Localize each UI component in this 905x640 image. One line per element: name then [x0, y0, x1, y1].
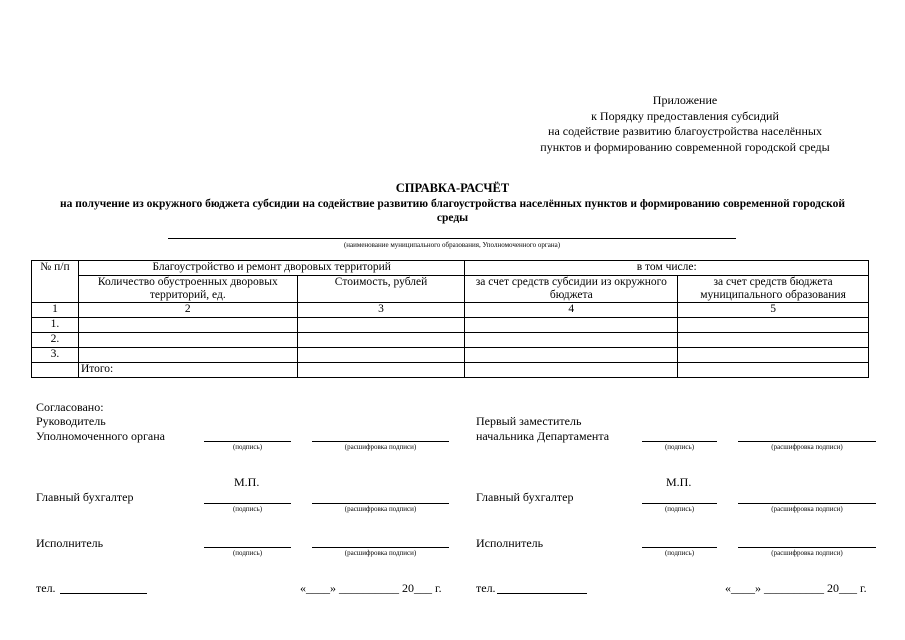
- phone-label: тел.: [476, 581, 496, 595]
- decode-line[interactable]: [312, 503, 449, 504]
- org-name-caption: (наименование муниципального образования, Уполномоченного органа): [343, 241, 561, 249]
- document-title: СПРАВКА-РАСЧЁТ: [395, 181, 510, 195]
- signature-caption: (подпись): [664, 505, 695, 513]
- signature-line[interactable]: [204, 547, 291, 548]
- document-subtitle: на получение из окружного бюджета субсидии на содействие развитию благоустройства населённых пунктов и формированию современной городской среды: [60, 198, 845, 224]
- date-field[interactable]: «____» __________ 20___ г.: [300, 581, 442, 595]
- table-cell[interactable]: [678, 363, 869, 378]
- decode-line[interactable]: [312, 547, 449, 548]
- appendix-line: пунктов и формированию современной городской среды: [540, 139, 830, 154]
- phone-line[interactable]: [497, 593, 587, 594]
- phone-label: тел.: [36, 581, 56, 595]
- executor-label: Исполнитель: [476, 536, 544, 550]
- table-cell[interactable]: [78, 348, 297, 363]
- signature-line[interactable]: [204, 441, 291, 442]
- table-cell[interactable]: [78, 333, 297, 348]
- signature-caption: (подпись): [664, 549, 695, 557]
- right-head-line1: Первый заместитель: [476, 414, 582, 428]
- row-number: 1.: [32, 318, 79, 333]
- numbering-cell: 5: [678, 303, 869, 318]
- signature-caption: (подпись): [232, 549, 263, 557]
- decode-line[interactable]: [738, 503, 876, 504]
- signature-caption: (подпись): [664, 443, 695, 451]
- signature-caption: (подпись): [232, 443, 263, 451]
- appendix-block: [515, 93, 855, 155]
- table-cell[interactable]: [297, 318, 465, 333]
- header-cost: Стоимость, рублей: [297, 276, 465, 303]
- left-head-line1: Руководитель: [36, 414, 106, 428]
- header-count: Количество обустроенных дворовых территорий, ед.: [78, 276, 297, 303]
- row-number: 3.: [32, 348, 79, 363]
- table-cell[interactable]: [678, 318, 869, 333]
- signature-line[interactable]: [642, 441, 717, 442]
- chief-accountant-label: Главный бухгалтер: [476, 490, 574, 504]
- table-cell[interactable]: [678, 348, 869, 363]
- left-head-line2: Уполномоченного органа: [36, 429, 165, 443]
- signature-caption: (подпись): [232, 505, 263, 513]
- table-cell[interactable]: [465, 348, 678, 363]
- signature-line[interactable]: [204, 503, 291, 504]
- decode-caption: (расшифровка подписи): [344, 549, 417, 557]
- appendix-line: к Порядку предоставления субсидий: [591, 108, 779, 123]
- numbering-cell: 4: [465, 303, 678, 318]
- table-row: [32, 363, 869, 378]
- date-field[interactable]: «____» __________ 20___ г.: [725, 581, 867, 595]
- table-cell[interactable]: [297, 348, 465, 363]
- table-cell[interactable]: [465, 333, 678, 348]
- calculation-table: [31, 260, 869, 378]
- numbering-cell: 2: [78, 303, 297, 318]
- appendix-line: на содействие развитию благоустройства населённых: [548, 124, 822, 138]
- appendix-line: Приложение: [652, 93, 718, 107]
- org-name-line: [168, 238, 736, 239]
- table-cell[interactable]: [465, 318, 678, 333]
- decode-caption: (расшифровка подписи): [771, 443, 843, 451]
- stamp-label: М.П.: [234, 475, 260, 489]
- table-cell[interactable]: [678, 333, 869, 348]
- table-cell[interactable]: [465, 363, 678, 378]
- header-num: № п/п: [32, 261, 79, 303]
- signature-line[interactable]: [642, 547, 717, 548]
- row-number: 2.: [32, 333, 79, 348]
- total-label: Итого:: [78, 363, 297, 378]
- numbering-cell: 3: [297, 303, 465, 318]
- table-cell[interactable]: [297, 363, 465, 378]
- decode-caption: (расшифровка подписи): [771, 549, 843, 557]
- numbering-cell: 1: [32, 303, 79, 318]
- decode-line[interactable]: [738, 547, 876, 548]
- header-group-right: в том числе:: [465, 261, 869, 276]
- decode-line[interactable]: [312, 441, 449, 442]
- header-okrug: за счет средств субсидии из окружного бюджета: [465, 276, 678, 303]
- phone-line[interactable]: [60, 593, 147, 594]
- signature-line[interactable]: [642, 503, 717, 504]
- table-row: [32, 348, 869, 363]
- table-cell[interactable]: [297, 333, 465, 348]
- right-head-line2: начальника Департамента: [476, 429, 610, 443]
- table-row: [32, 318, 869, 333]
- stamp-label: М.П.: [666, 475, 692, 489]
- header-munic: за счет средств бюджета муниципального образования: [678, 276, 869, 303]
- executor-label: Исполнитель: [36, 536, 104, 550]
- table-cell: [32, 363, 79, 378]
- decode-line[interactable]: [738, 441, 876, 442]
- decode-caption: (расшифровка подписи): [344, 505, 417, 513]
- decode-caption: (расшифровка подписи): [344, 443, 417, 451]
- header-group-left: Благоустройство и ремонт дворовых территорий: [78, 261, 465, 276]
- chief-accountant-label: Главный бухгалтер: [36, 490, 134, 504]
- decode-caption: (расшифровка подписи): [771, 505, 843, 513]
- agreed-label: Согласовано:: [36, 400, 104, 414]
- table-row: [32, 333, 869, 348]
- table-cell[interactable]: [78, 318, 297, 333]
